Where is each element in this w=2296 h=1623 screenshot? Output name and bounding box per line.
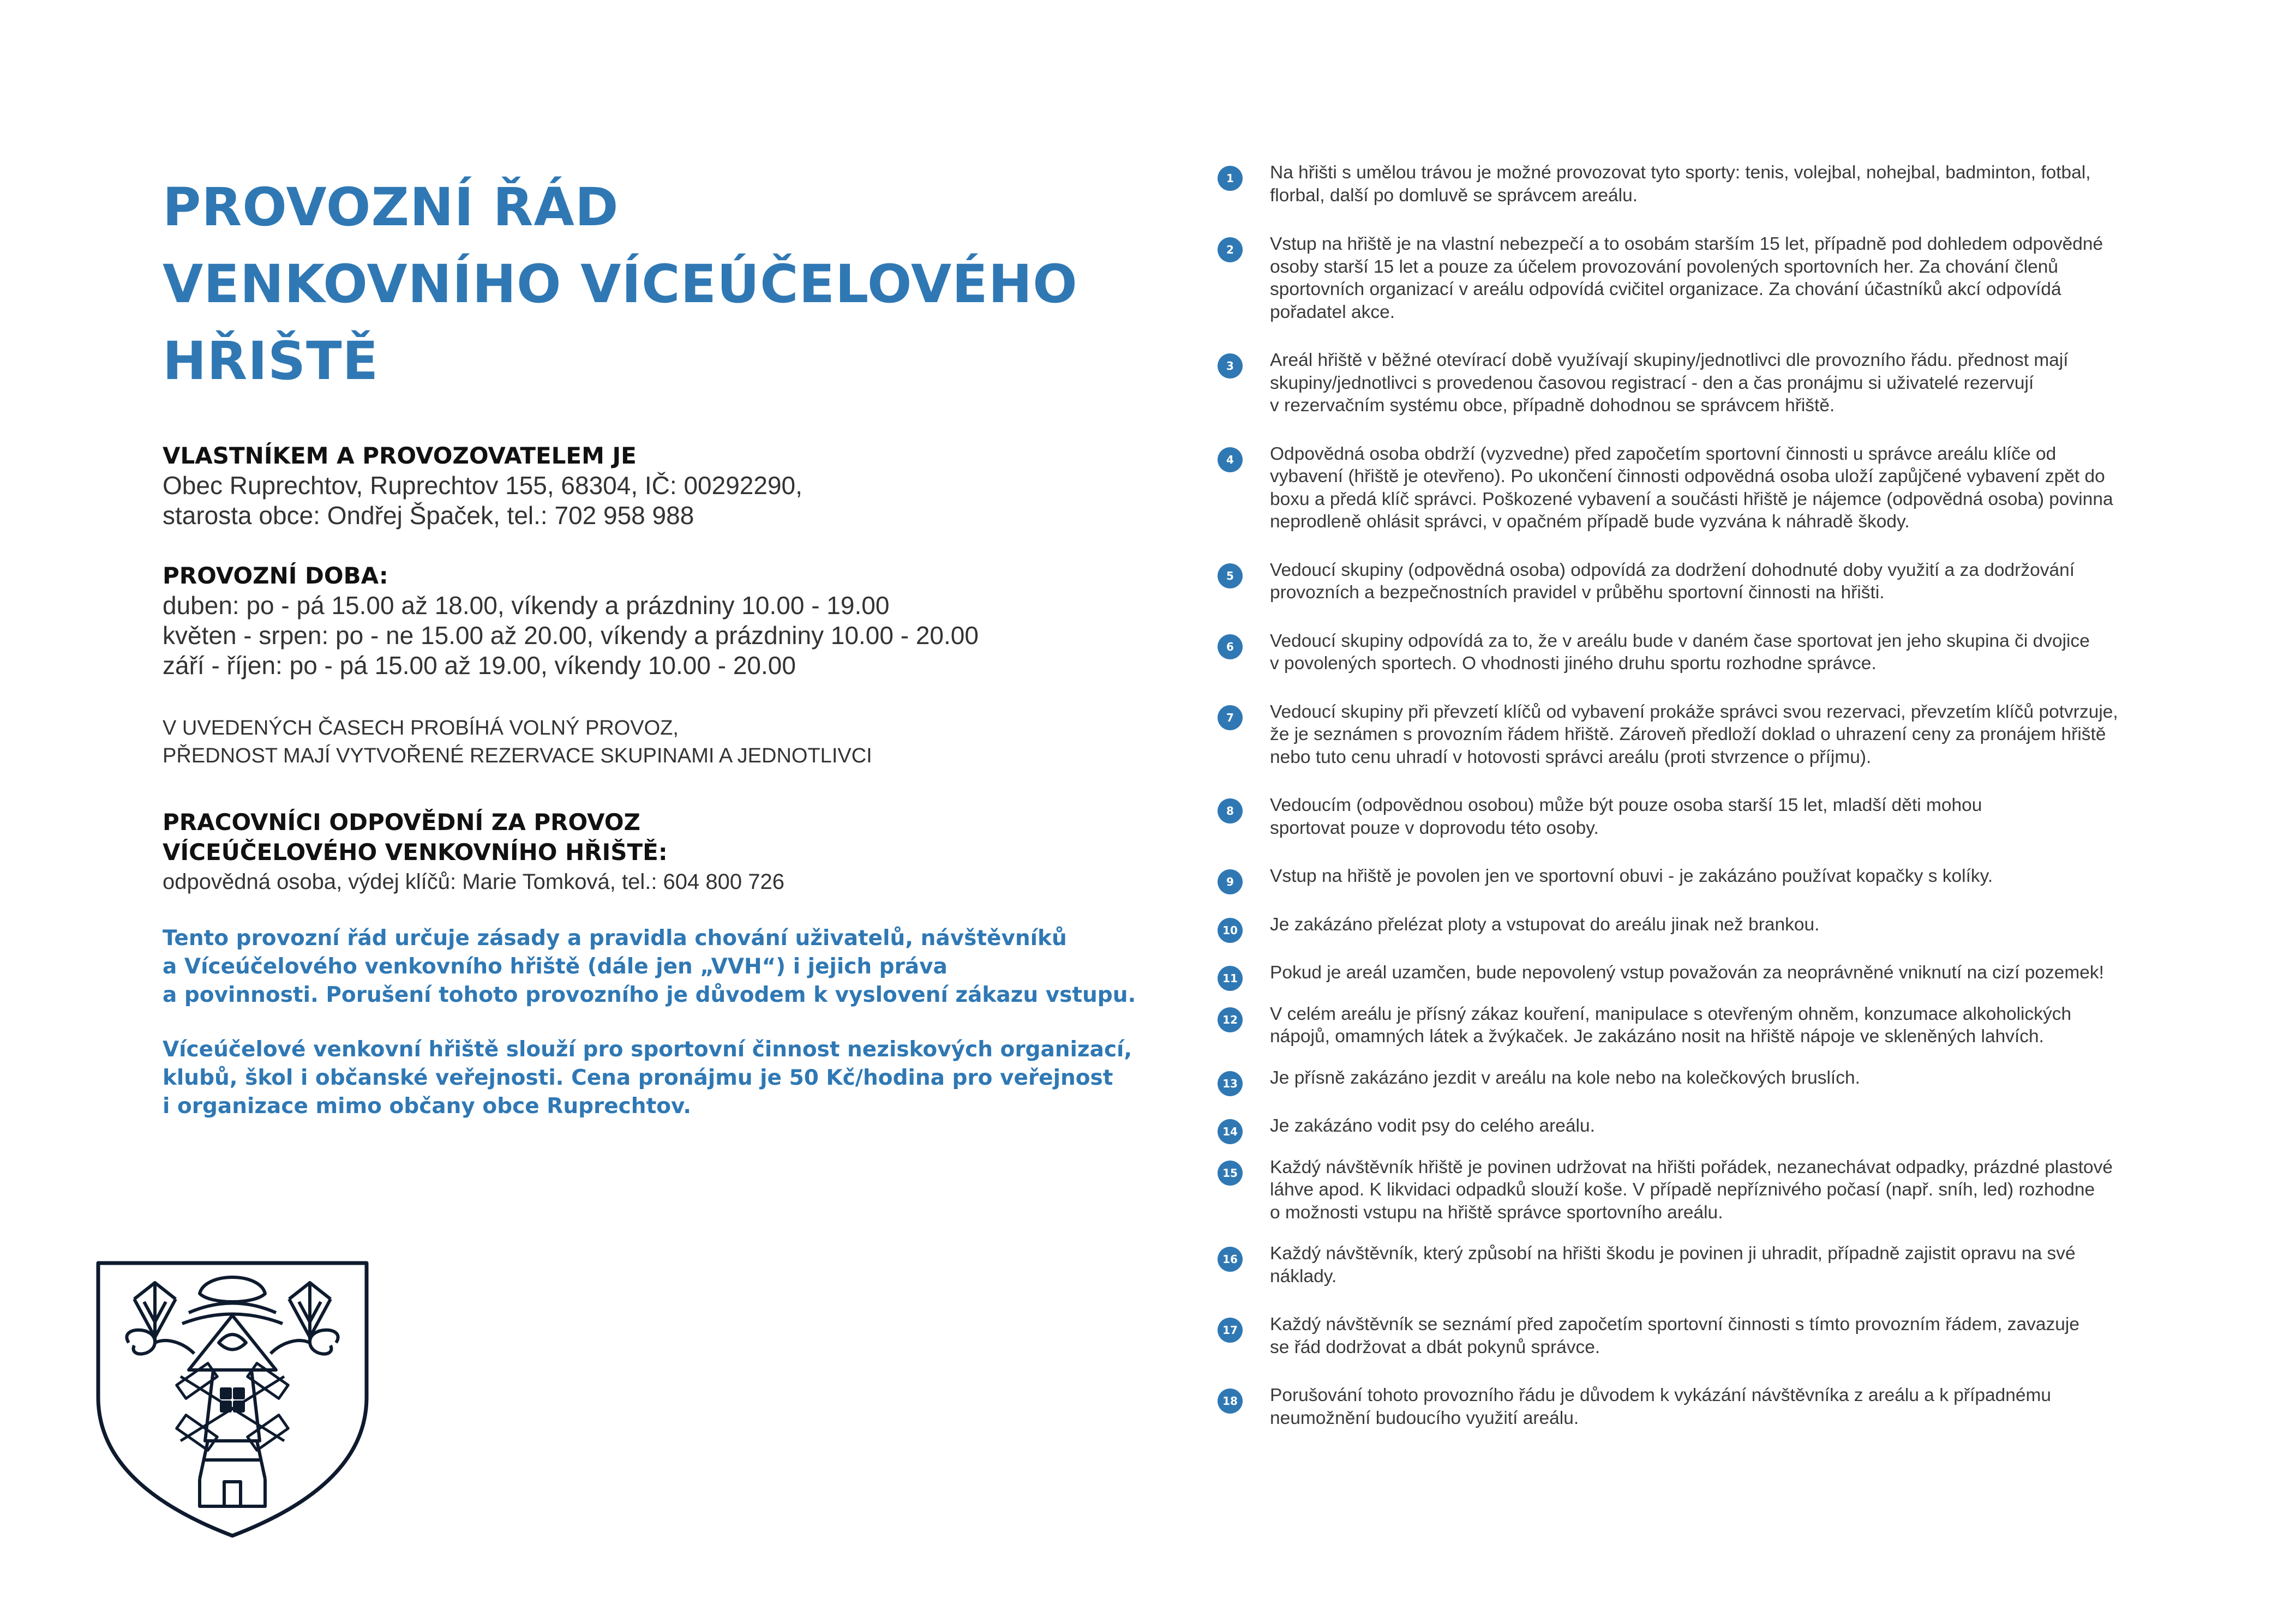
rule-text-line: Odpovědná osoba obdrží (vyzvedne) před započetím sportovní činnosti u správce areálu klíče od	[1270, 443, 2057, 464]
rule-number-badge: 11	[1218, 966, 1243, 991]
rule-number-badge: 8	[1218, 798, 1243, 823]
rule-item	[1218, 1003, 2167, 1048]
rule-text-line: florbal, další po domluvě se správcem areálu.	[1270, 185, 1638, 206]
rule-text	[1270, 865, 2167, 888]
rule-number-badge: 1	[1218, 166, 1243, 191]
hours-autumn: září - říjen: po - pá 15.00 až 19.00, víkendy 10.00 - 20.00	[163, 651, 796, 680]
rule-item	[1218, 1156, 2167, 1224]
rule-item	[1218, 349, 2167, 417]
rule-item	[1218, 913, 2167, 936]
rule-text-line: Vedoucí skupiny při převzetí klíčů od vybavení prokáže správci svou rezervaci, převzetím klíčů potvrzuje,	[1270, 701, 2118, 722]
rule-item	[1218, 630, 2167, 675]
rule-text-line: provozních a bezpečnostních pravidel v průběhu sportovní činnosti na hřišti.	[1270, 582, 1885, 603]
intro-line: a povinnosti. Porušení tohoto provozního je důvodem k vyslovení zákazu vstupu.	[163, 983, 1136, 1007]
purpose-line: klubů, škol i občanské veřejnosti. Cena pronájmu je 50 Kč/hodina pro veřejnost	[163, 1066, 1113, 1090]
intro-section	[163, 924, 1136, 1009]
rule-number-badge: 14	[1218, 1119, 1243, 1144]
rule-text-line: Vedoucí skupiny (odpovědná osoba) odpovídá za dodržení dohodnuté doby využití a za dodržování	[1270, 560, 2075, 580]
staff-heading: PRACOVNÍCI ODPOVĚDNÍ ZA PROVOZ	[163, 809, 640, 835]
rule-number-badge: 13	[1218, 1071, 1243, 1096]
rule-text	[1270, 233, 2167, 323]
hours-april: duben: po - pá 15.00 až 18.00, víkendy a prázdniny 10.00 - 19.00	[163, 591, 890, 620]
rule-item	[1218, 1115, 2167, 1138]
rule-item	[1218, 961, 2167, 984]
rule-text-line: boxu a předá klíč správci. Poškozené vybavení a součásti hřiště je nájemce (odpovědná osoba) povinna	[1270, 489, 2113, 509]
rule-text-line: Na hřišti s umělou trávou je možné provozovat tyto sporty: tenis, volejbal, nohejbal, badminton, fotbal,	[1270, 163, 2091, 183]
rule-text-line: Vstup na hřiště je na vlastní nebezpečí a to osobám starším 15 let, případně pod dohledem odpovědné	[1270, 234, 2103, 254]
rule-text	[1270, 1003, 2167, 1048]
rule-text	[1270, 1242, 2167, 1288]
rule-item	[1218, 1384, 2167, 1429]
rules-list	[1218, 161, 2167, 1429]
rule-number-badge: 18	[1218, 1388, 1243, 1414]
hours-section	[163, 561, 1117, 681]
page-title	[163, 169, 1117, 400]
notice-section	[163, 714, 1117, 770]
rule-text-line: Vstup na hřiště je povolen jen ve sportovní obuvi - je zakázáno používat kopačky s kolíky.	[1270, 866, 1993, 886]
rule-text-line: Vedoucí skupiny odpovídá za to, že v areálu bude v daném čase sportovat jen jeho skupina či dvojice	[1270, 630, 2090, 651]
rule-text	[1270, 559, 2167, 604]
owner-mayor: starosta obce: Ondřej Špaček, tel.: 702 958 988	[163, 501, 694, 530]
rule-text-line: Porušování tohoto provozního řádu je důvodem k vykázání návštěvníka z areálu a k případnému	[1270, 1385, 2052, 1405]
rule-number-badge: 15	[1218, 1161, 1243, 1186]
rule-item	[1218, 865, 2167, 888]
rule-text-line: Je zakázáno vodit psy do celého areálu.	[1270, 1116, 1595, 1136]
left-column	[163, 169, 1136, 1121]
rule-text-line: Je přísně zakázáno jezdit v areálu na kole nebo na kolečkových bruslích.	[1270, 1067, 1860, 1088]
rule-text-line: neprodleně ohlásit správci, v opačném případě bude vyzvána k náhradě škody.	[1270, 512, 1910, 532]
rule-number-badge: 3	[1218, 353, 1243, 378]
rule-number-badge: 7	[1218, 705, 1243, 730]
title-line: PROVOZNÍ ŘÁD	[163, 177, 619, 238]
notice-line: V UVEDENÝCH ČASECH PROBÍHÁ VOLNÝ PROVOZ,	[163, 717, 679, 740]
rule-text-line: V celém areálu je přísný zákaz kouření, manipulace s otevřeným ohněm, konzumace alkoholických	[1270, 1003, 2072, 1024]
rule-item	[1218, 443, 2167, 533]
title-line: VENKOVNÍHO VÍCEÚČELOVÉHO	[163, 254, 1078, 315]
rule-number-badge: 2	[1218, 237, 1243, 262]
rule-number-badge: 4	[1218, 447, 1243, 472]
rule-text	[1270, 349, 2167, 417]
rule-text-line: Každý návštěvník hřiště je povinen udržovat na hřišti pořádek, nezanechávat odpadky, prázdné plastové	[1270, 1157, 2113, 1177]
intro-line: a Víceúčelového venkovního hřiště (dále jen „VVH“) i jejich práva	[163, 954, 948, 979]
rule-text-line: skupiny/jednotlivci s provedenou časovou registrací - den a čas pronájmu si uživatelé rezervují	[1270, 372, 2034, 393]
rule-text-line: Každý návštěvník, který způsobí na hřišti škodu je povinen ji uhradit, případně zajistit opravu na své	[1270, 1243, 2076, 1264]
rule-item	[1218, 559, 2167, 604]
rule-text	[1270, 961, 2167, 984]
title-line: HŘIŠTĚ	[163, 330, 379, 392]
staff-section	[163, 807, 1117, 897]
rule-number-badge: 6	[1218, 634, 1243, 659]
rule-text-line: vybavení (hřiště je otevřeno). Po ukončení činnosti odpovědná osoba uloží zapůjčené vybavení zpět do	[1270, 466, 2105, 486]
hours-heading: PROVOZNÍ DOBA:	[163, 562, 388, 589]
rule-text-line: pořadatel akce.	[1270, 302, 1395, 322]
rule-number-badge: 10	[1218, 918, 1243, 943]
rule-text-line: o možnosti vstupu na hřiště správce sportovního areálu.	[1270, 1202, 1723, 1223]
rule-text-line: sportovat pouze v doprovodu této osoby.	[1270, 817, 1599, 838]
rule-number-badge: 17	[1218, 1318, 1243, 1343]
rule-item	[1218, 701, 2167, 769]
rule-text	[1270, 443, 2167, 533]
rule-number-badge: 16	[1218, 1247, 1243, 1272]
rule-item	[1218, 794, 2167, 839]
rule-text-line: se řád dodržovat a dbát pokynů správce.	[1270, 1337, 1600, 1357]
rule-text	[1270, 630, 2167, 675]
purpose-line: i organizace mimo občany obce Ruprechtov.	[163, 1094, 692, 1119]
rule-text-line: Areál hřiště v běžné otevírací době využívají skupiny/jednotlivci dle provozního řádu. přednost mají	[1270, 350, 2069, 370]
rule-text	[1270, 161, 2167, 207]
rule-text	[1270, 913, 2167, 936]
owner-address: Obec Ruprechtov, Ruprechtov 155, 68304, IČ: 00292290,	[163, 471, 802, 500]
rule-item	[1218, 1242, 2167, 1288]
rule-item	[1218, 1067, 2167, 1090]
rule-text-line: v povolených sportech. O vhodnosti jiného druhu sportu rozhodne správce.	[1270, 653, 1877, 674]
intro-line: Tento provozní řád určuje zásady a pravidla chování uživatelů, návštěvníků	[163, 926, 1067, 951]
rule-text-line: že je seznámen s provozním řádem hřiště. Zároveň předloží doklad o uhrazení ceny za pronájem hřiště	[1270, 724, 2106, 744]
staff-contact: odpovědná osoba, výdej klíčů: Marie Tomková, tel.: 604 800 726	[163, 870, 784, 894]
rule-text-line: Každý návštěvník se seznámí před započetím sportovní činnosti s tímto provozním řádem, zavazuje	[1270, 1314, 2079, 1335]
owner-section	[163, 441, 1117, 531]
rule-text-line: Je zakázáno přelézat ploty a vstupovat do areálu jinak než brankou.	[1270, 914, 1820, 935]
rule-text-line: náklady.	[1270, 1266, 1337, 1287]
rule-text-line: nápojů, omamných látek a žvýkaček. Je zakázáno nosit na hřiště nápoje ve skleněných lahvích.	[1270, 1026, 2044, 1047]
rule-text	[1270, 1384, 2167, 1429]
rule-text-line: osoby starší 15 let a pouze za účelem provozování povolených sportovních her. Za chování členů	[1270, 256, 2059, 277]
rule-text	[1270, 1156, 2167, 1224]
rule-text-line: Pokud je areál uzamčen, bude nepovolený vstup považován za neoprávněné vniknutí na cizí pozemek!	[1270, 963, 2104, 983]
notice-line: PŘEDNOST MAJÍ VYTVOŘENÉ REZERVACE SKUPINAMI A JEDNOTLIVCI	[163, 744, 872, 767]
coat-of-arms-icon	[96, 1261, 369, 1539]
rule-text-line: nebo tuto cenu uhradí v hotovosti správci areálu (proti stvrzence o příjmu).	[1270, 747, 1872, 767]
purpose-line: Víceúčelové venkovní hřiště slouží pro sportovní činnost neziskových organizací,	[163, 1037, 1132, 1062]
rule-item	[1218, 161, 2167, 207]
rule-item	[1218, 1313, 2167, 1358]
rule-text-line: sportovních organizací v areálu odpovídá cvičitel organizace. Za chování účastníků akcí odpovídá	[1270, 279, 2061, 299]
rule-text	[1270, 1115, 2167, 1138]
rule-number-badge: 9	[1218, 869, 1243, 894]
rule-number-badge: 5	[1218, 563, 1243, 588]
rule-item	[1218, 233, 2167, 323]
rule-text-line: láhve apod. K likvidaci odpadků slouží koše. V případě nepříznivého počasí (např. sníh, led) rozhodne	[1270, 1180, 2095, 1200]
staff-heading: VÍCEÚČELOVÉHO VENKOVNÍHO HŘIŠTĚ:	[163, 839, 668, 865]
hours-summer: květen - srpen: po - ne 15.00 až 20.00, víkendy a prázdniny 10.00 - 20.00	[163, 621, 979, 650]
rule-text	[1270, 701, 2167, 769]
rule-text-line: neumožnění budoucího využití areálu.	[1270, 1408, 1579, 1428]
owner-heading: VLASTNÍKEM A PROVOZOVATELEM JE	[163, 442, 637, 469]
rule-text-line: v rezervačním systému obce, případně dohodnou se správcem hřiště.	[1270, 395, 1835, 416]
rule-number-badge: 12	[1218, 1007, 1243, 1032]
purpose-section	[163, 1036, 1132, 1121]
rule-text	[1270, 1067, 2167, 1090]
rule-text-line: Vedoucím (odpovědnou osobou) může být pouze osoba starší 15 let, mladší děti mohou	[1270, 795, 1982, 815]
rule-text	[1270, 1313, 2167, 1358]
rule-text	[1270, 794, 2167, 839]
